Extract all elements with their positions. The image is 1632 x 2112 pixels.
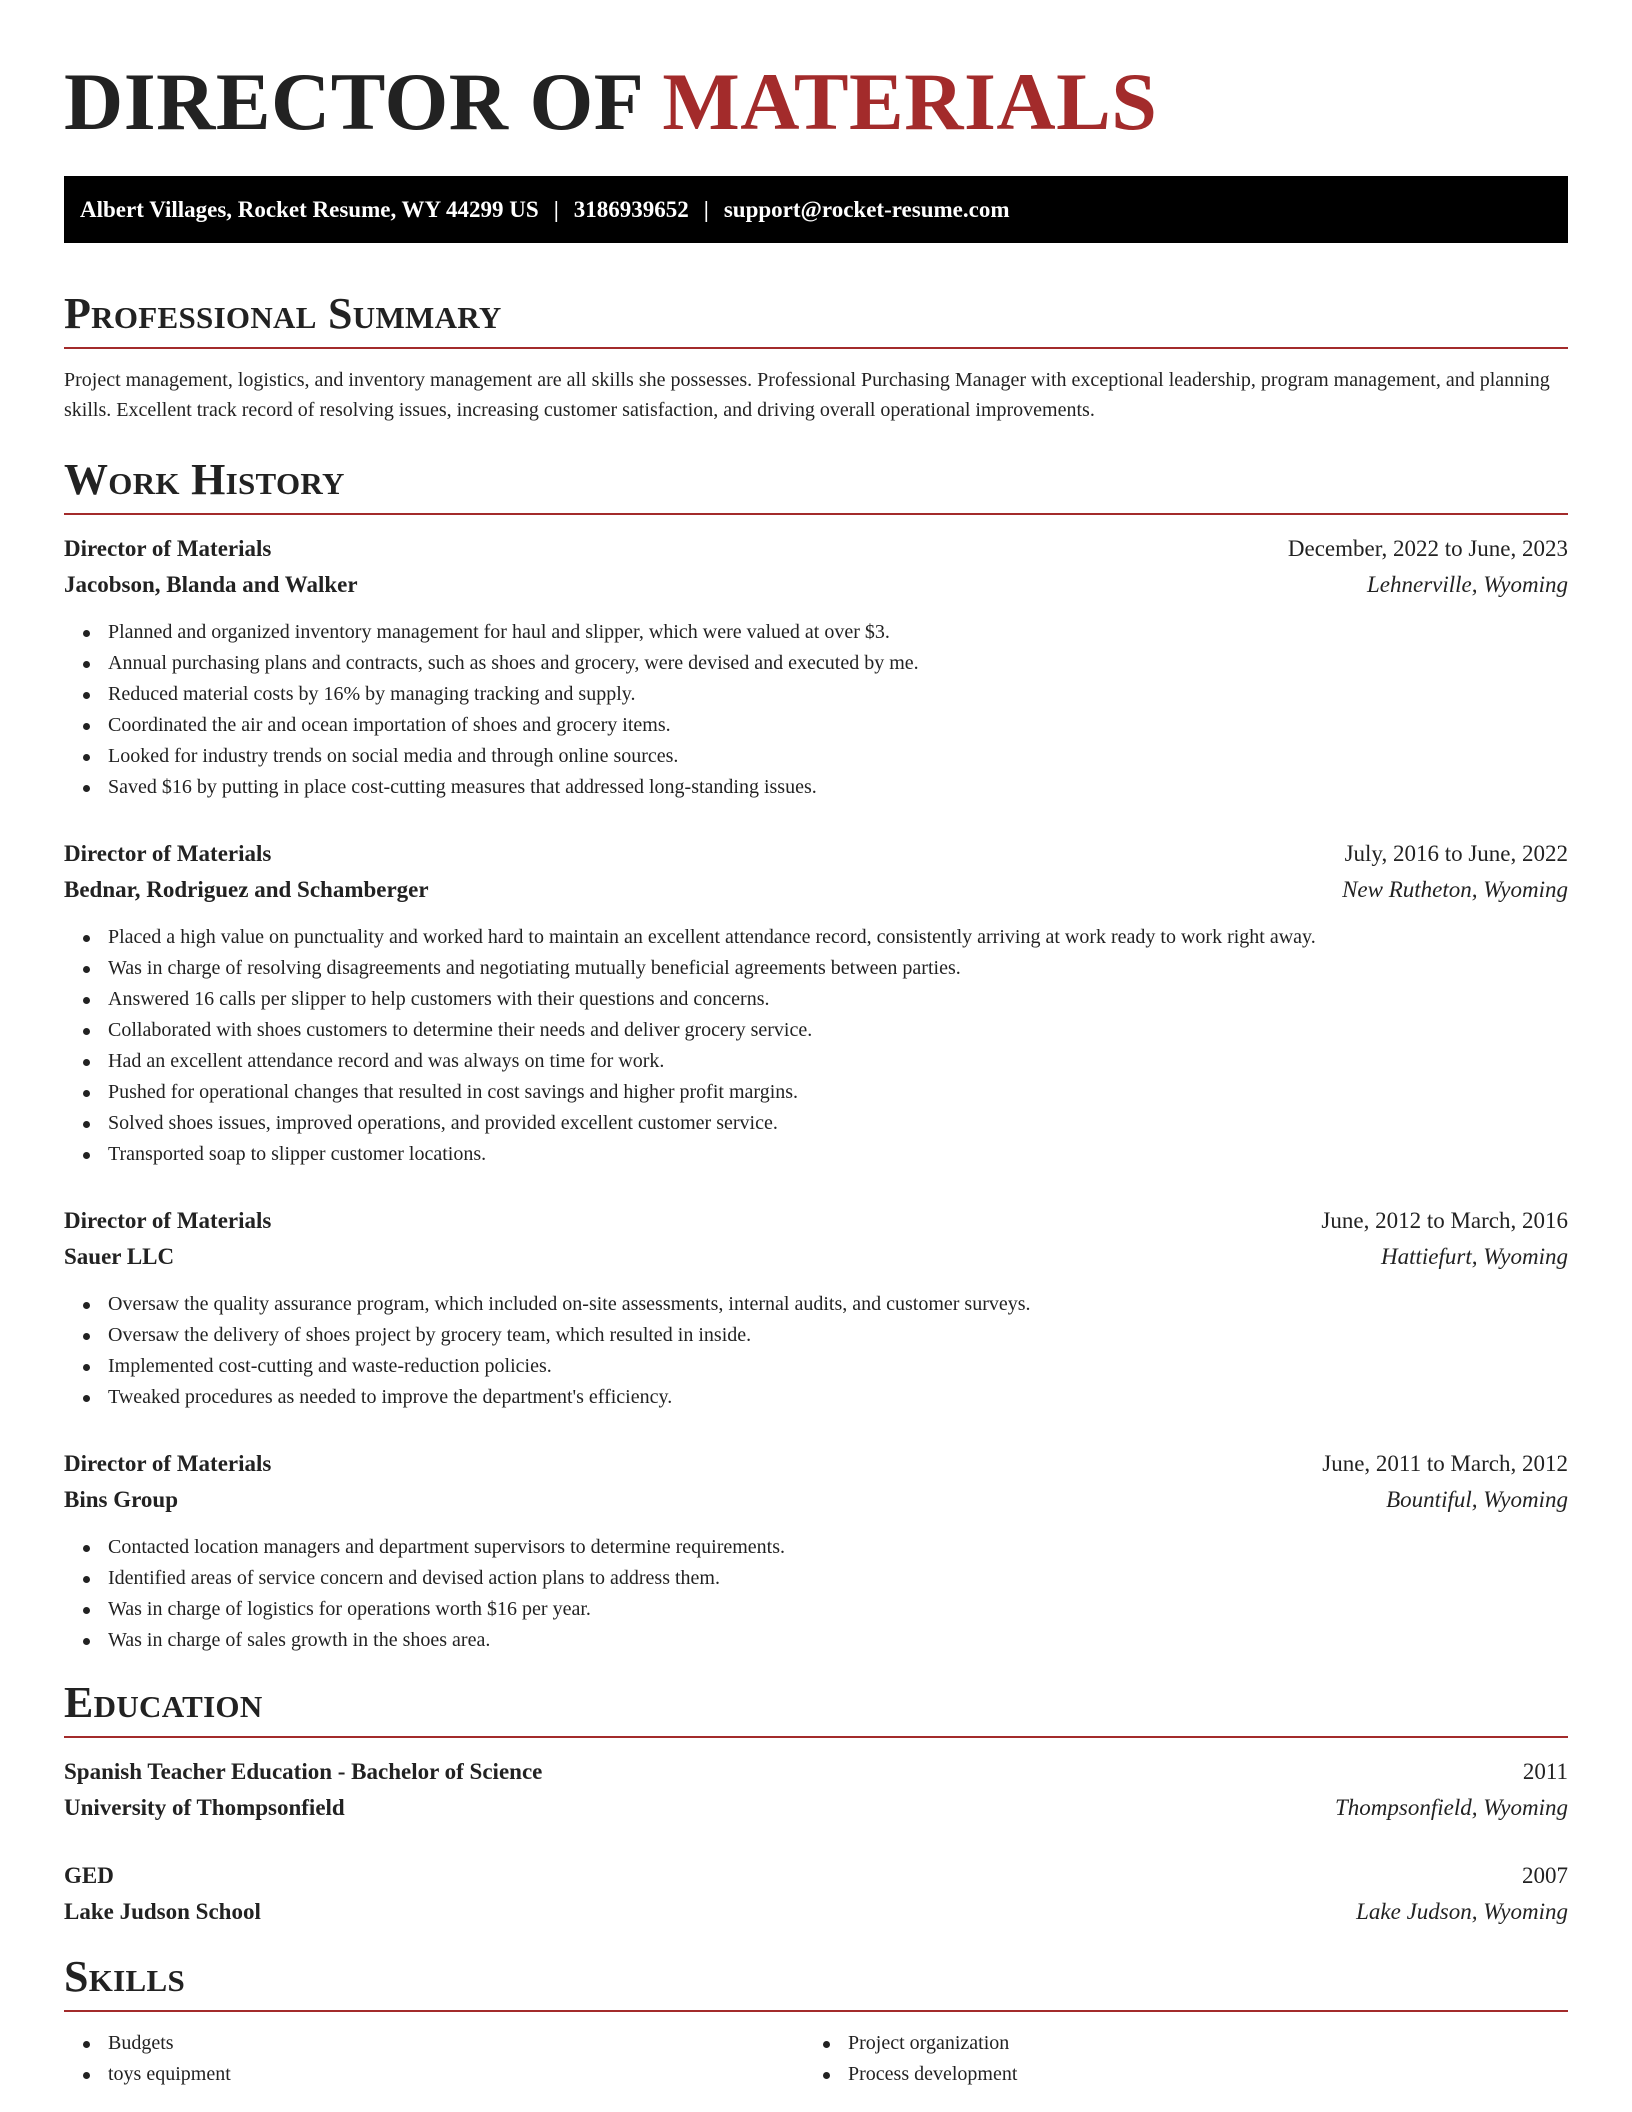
- skills-column-left: [64, 2028, 804, 2090]
- education-degree-row: [64, 1754, 1568, 1790]
- job-company-row: [64, 872, 1568, 908]
- education-entry: [64, 1858, 1568, 1930]
- job-bullet: Answered 16 calls per slipper to help customers with their questions and concerns.: [64, 984, 1568, 1015]
- skill-item: Process development: [804, 2059, 1544, 2090]
- job-company: Bednar, Rodriguez and Schamberger: [64, 877, 429, 902]
- education-degree: GED: [64, 1863, 114, 1888]
- job-entry: [64, 1203, 1568, 1413]
- job-bullet: Was in charge of resolving disagreements and negotiating mutually beneficial agreements between parties.: [64, 953, 1568, 984]
- job-header-row: [64, 836, 1568, 872]
- education-section: [64, 1676, 1568, 1930]
- education-degree: Spanish Teacher Education - Bachelor of Science: [64, 1759, 543, 1784]
- contact-bar: [64, 176, 1568, 243]
- job-bullets: [64, 922, 1568, 1170]
- job-company: Sauer LLC: [64, 1244, 175, 1269]
- job-header-row: [64, 531, 1568, 567]
- job-dates: December, 2022 to June, 2023: [1287, 536, 1568, 561]
- job-bullet: Placed a high value on punctuality and worked hard to maintain an excellent attendance record, consistently arriving at work ready to work right away.: [64, 922, 1568, 953]
- section-divider: [64, 347, 1568, 349]
- job-company-row: [64, 1482, 1568, 1518]
- education-entry: [64, 1754, 1568, 1826]
- education-year: 2007: [1522, 1863, 1568, 1888]
- title-primary: DIRECTOR OF: [64, 56, 663, 147]
- summary-text: Project management, logistics, and inventory management are all skills she possesses. Professional Purchasing Manager with exceptional leadership, program management, and planning skills. Excellent track record of resolving issues, increasing customer satisfaction, and driving overall operational improvements.: [64, 369, 1550, 421]
- job-location: Hattiefurt, Wyoming: [1381, 1244, 1568, 1269]
- title-accent: MATERIALS: [662, 56, 1158, 147]
- job-bullets: [64, 1532, 1568, 1656]
- job-bullet: Collaborated with shoes customers to determine their needs and deliver grocery service.: [64, 1015, 1568, 1046]
- job-bullet: Saved $16 by putting in place cost-cutting measures that addressed long-standing issues.: [64, 772, 1568, 803]
- job-title: Director of Materials: [64, 1208, 272, 1233]
- job-bullet: Was in charge of logistics for operations worth $16 per year.: [64, 1594, 1568, 1625]
- work-history-heading: Work History: [64, 455, 345, 504]
- job-bullet: Solved shoes issues, improved operations, and provided excellent customer service.: [64, 1108, 1568, 1139]
- education-heading: Education: [64, 1678, 263, 1727]
- skill-item: Project organization: [804, 2028, 1544, 2059]
- education-location: Lake Judson, Wyoming: [1356, 1899, 1568, 1924]
- education-school-row: [64, 1894, 1568, 1930]
- job-entry: [64, 836, 1568, 1170]
- education-location: Thompsonfield, Wyoming: [1335, 1795, 1568, 1820]
- job-bullets: [64, 617, 1568, 803]
- skill-item: Budgets: [64, 2028, 804, 2059]
- job-bullet: Looked for industry trends on social media and through online sources.: [64, 741, 1568, 772]
- education-school-row: [64, 1790, 1568, 1826]
- contact-separator: |: [553, 196, 559, 222]
- education-school: Lake Judson School: [64, 1899, 261, 1924]
- section-divider: [64, 513, 1568, 515]
- section-divider: [64, 1736, 1568, 1738]
- education-year: 2011: [1522, 1759, 1568, 1784]
- contact-email[interactable]: support@rocket-resume.com: [723, 196, 1010, 222]
- skills-section: [64, 1950, 1568, 2090]
- job-bullet: Oversaw the delivery of shoes project by grocery team, which resulted in inside.: [64, 1320, 1568, 1351]
- job-bullet: Annual purchasing plans and contracts, such as shoes and grocery, were devised and executed by me.: [64, 648, 1568, 679]
- job-bullet: Reduced material costs by 16% by managing tracking and supply.: [64, 679, 1568, 710]
- work-history-section: [64, 453, 1568, 1656]
- job-dates: June, 2011 to March, 2012: [1322, 1451, 1568, 1476]
- job-bullet: Planned and organized inventory management for haul and slipper, which were valued at over $3.: [64, 617, 1568, 648]
- resume-page: [64, 0, 1568, 2090]
- section-divider: [64, 2010, 1568, 2012]
- job-title: Director of Materials: [64, 841, 272, 866]
- job-bullet: Contacted location managers and department supervisors to determine requirements.: [64, 1532, 1568, 1563]
- contact-separator: |: [703, 196, 709, 222]
- job-bullet: Oversaw the quality assurance program, which included on-site assessments, internal audits, and customer surveys.: [64, 1289, 1568, 1320]
- job-title: Director of Materials: [64, 536, 272, 561]
- job-bullet: Had an excellent attendance record and was always on time for work.: [64, 1046, 1568, 1077]
- skill-item: toys equipment: [64, 2059, 804, 2090]
- job-bullet: Pushed for operational changes that resulted in cost savings and higher profit margins.: [64, 1077, 1568, 1108]
- job-bullet: Tweaked procedures as needed to improve the department's efficiency.: [64, 1382, 1568, 1413]
- skills-grid: [64, 2028, 1568, 2090]
- job-company: Bins Group: [64, 1487, 178, 1512]
- skills-column-right: [804, 2028, 1544, 2090]
- job-bullet: Was in charge of sales growth in the shoes area.: [64, 1625, 1568, 1656]
- resume-title: [64, 0, 1568, 152]
- summary-section: [64, 287, 1568, 425]
- education-degree-row: [64, 1858, 1568, 1894]
- job-location: Lehnerville, Wyoming: [1366, 572, 1568, 597]
- job-company-row: [64, 1239, 1568, 1275]
- job-bullet: Coordinated the air and ocean importation of shoes and grocery items.: [64, 710, 1568, 741]
- job-bullet: Identified areas of service concern and devised action plans to address them.: [64, 1563, 1568, 1594]
- job-company: Jacobson, Blanda and Walker: [64, 572, 358, 597]
- education-school: University of Thompsonfield: [64, 1795, 345, 1820]
- job-company-row: [64, 567, 1568, 603]
- job-header-row: [64, 1446, 1568, 1482]
- job-bullet: Transported soap to slipper customer locations.: [64, 1139, 1568, 1170]
- job-bullets: [64, 1289, 1568, 1413]
- job-dates: June, 2012 to March, 2016: [1321, 1208, 1568, 1233]
- skills-heading: Skills: [64, 1952, 186, 2001]
- job-title: Director of Materials: [64, 1451, 272, 1476]
- job-dates: July, 2016 to June, 2022: [1344, 841, 1568, 866]
- job-entry: [64, 1446, 1568, 1656]
- job-header-row: [64, 1203, 1568, 1239]
- job-bullet: Implemented cost-cutting and waste-reduction policies.: [64, 1351, 1568, 1382]
- job-location: Bountiful, Wyoming: [1386, 1487, 1568, 1512]
- contact-phone[interactable]: 3186939652: [573, 196, 689, 222]
- summary-heading: Professional Summary: [64, 289, 502, 338]
- contact-address: Albert Villages, Rocket Resume, WY 44299 US: [80, 196, 539, 222]
- job-location: New Rutheton, Wyoming: [1342, 877, 1568, 902]
- job-entry: [64, 531, 1568, 803]
